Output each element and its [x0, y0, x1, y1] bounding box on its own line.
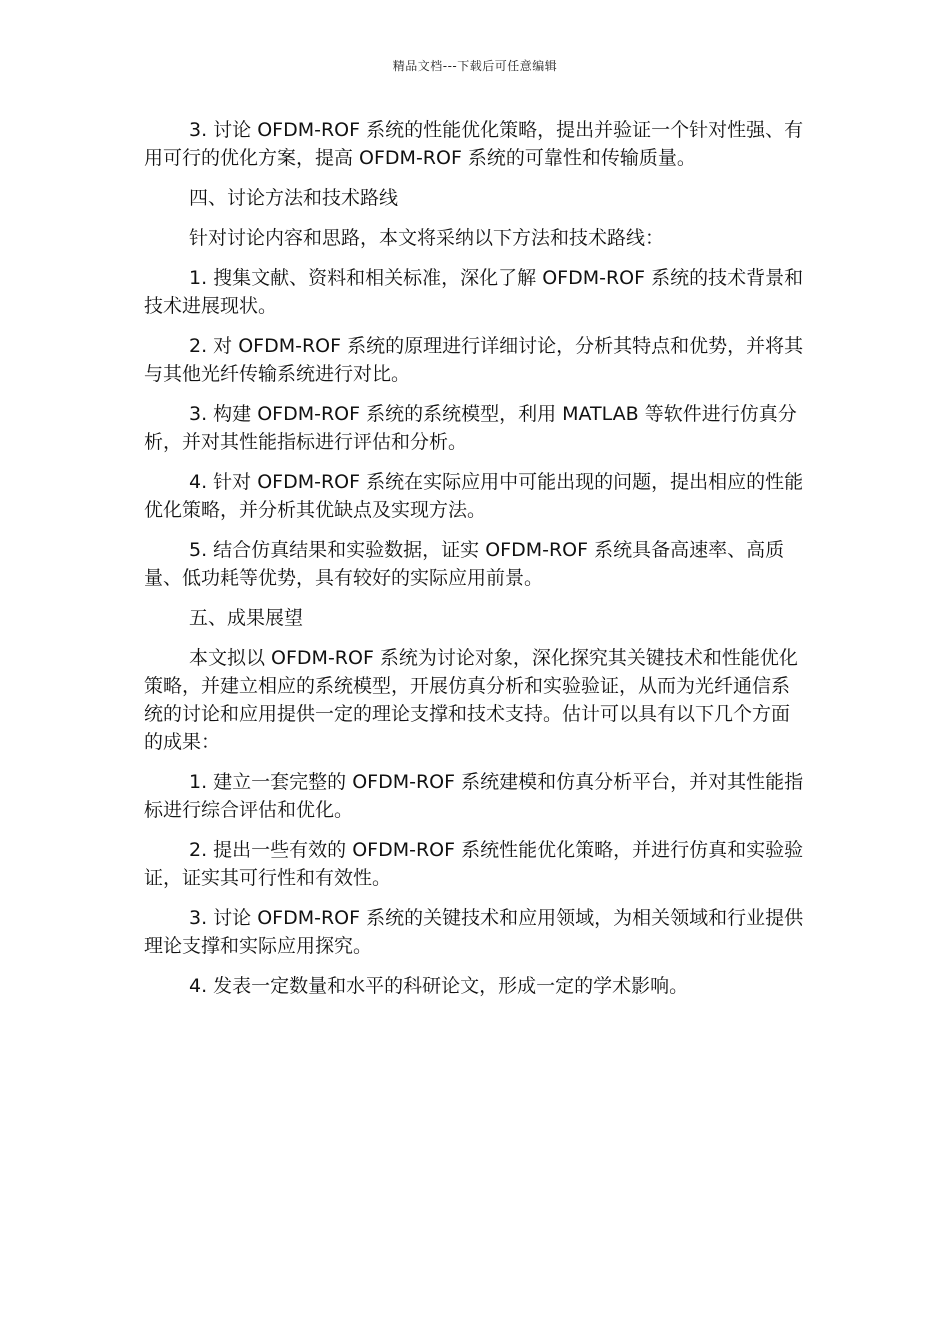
- paragraph-outcome-1: 1. 建立一套完整的 OFDM-ROF 系统建模和仿真分析平台，并对其性能指标进行综合评估和优化。: [144, 771, 804, 821]
- paragraph-outcome-4: 4. 发表一定数量和水平的科研论文，形成一定的学术影响。: [189, 975, 689, 997]
- paragraph-method-5: 5. 结合仿真结果和实验数据，证实 OFDM-ROF 系统具备高速率、高质量、低功耗等优势，具有较好的实际应用前景。: [144, 539, 785, 589]
- paragraph-method-4: 4. 针对 OFDM-ROF 系统在实际应用中可能出现的问题，提出相应的性能优化策略，并分析其优缺点及实现方法。: [144, 471, 804, 521]
- section-heading-methods: 四、讨论方法和技术路线: [189, 187, 399, 209]
- paragraph-methods-intro: 针对讨论内容和思路，本文将采纳以下方法和技术路线：: [189, 227, 665, 249]
- document-body: [144, 116, 804, 1012]
- page-header: 精品文档---下载后可任意编辑: [392, 59, 558, 73]
- paragraph-method-2: 2. 对 OFDM-ROF 系统的原理进行详细讨论，分析其特点和优势，并将其与其他光纤传输系统进行对比。: [144, 335, 804, 385]
- paragraph-outcome-2: 2. 提出一些有效的 OFDM-ROF 系统性能优化策略，并进行仿真和实验验证，证实其可行性和有效性。: [144, 839, 804, 889]
- paragraph-outcomes-intro: 本文拟以 OFDM-ROF 系统为讨论对象，深化探究其关键技术和性能优化策略，并建立相应的系统模型，开展仿真分析和实验验证，从而为光纤通信系统的讨论和应用提供一定的理论支撑和技术支持。估计可以具有以下几个方面的成果：: [144, 647, 798, 753]
- paragraph-method-1: 1. 搜集文献、资料和相关标准，深化了解 OFDM-ROF 系统的技术背景和技术进展现状。: [144, 267, 804, 317]
- section-heading-outcomes: 五、成果展望: [189, 607, 304, 629]
- paragraph-objective-3: 3. 讨论 OFDM-ROF 系统的性能优化策略，提出并验证一个针对性强、有用可行的优化方案，提高 OFDM-ROF 系统的可靠性和传输质量。: [144, 119, 804, 169]
- paragraph-method-3: 3. 构建 OFDM-ROF 系统的系统模型，利用 MATLAB 等软件进行仿真分析，并对其性能指标进行评估和分析。: [144, 403, 797, 453]
- paragraph-outcome-3: 3. 讨论 OFDM-ROF 系统的关键技术和应用领域，为相关领域和行业提供理论支撑和实际应用探究。: [144, 907, 804, 957]
